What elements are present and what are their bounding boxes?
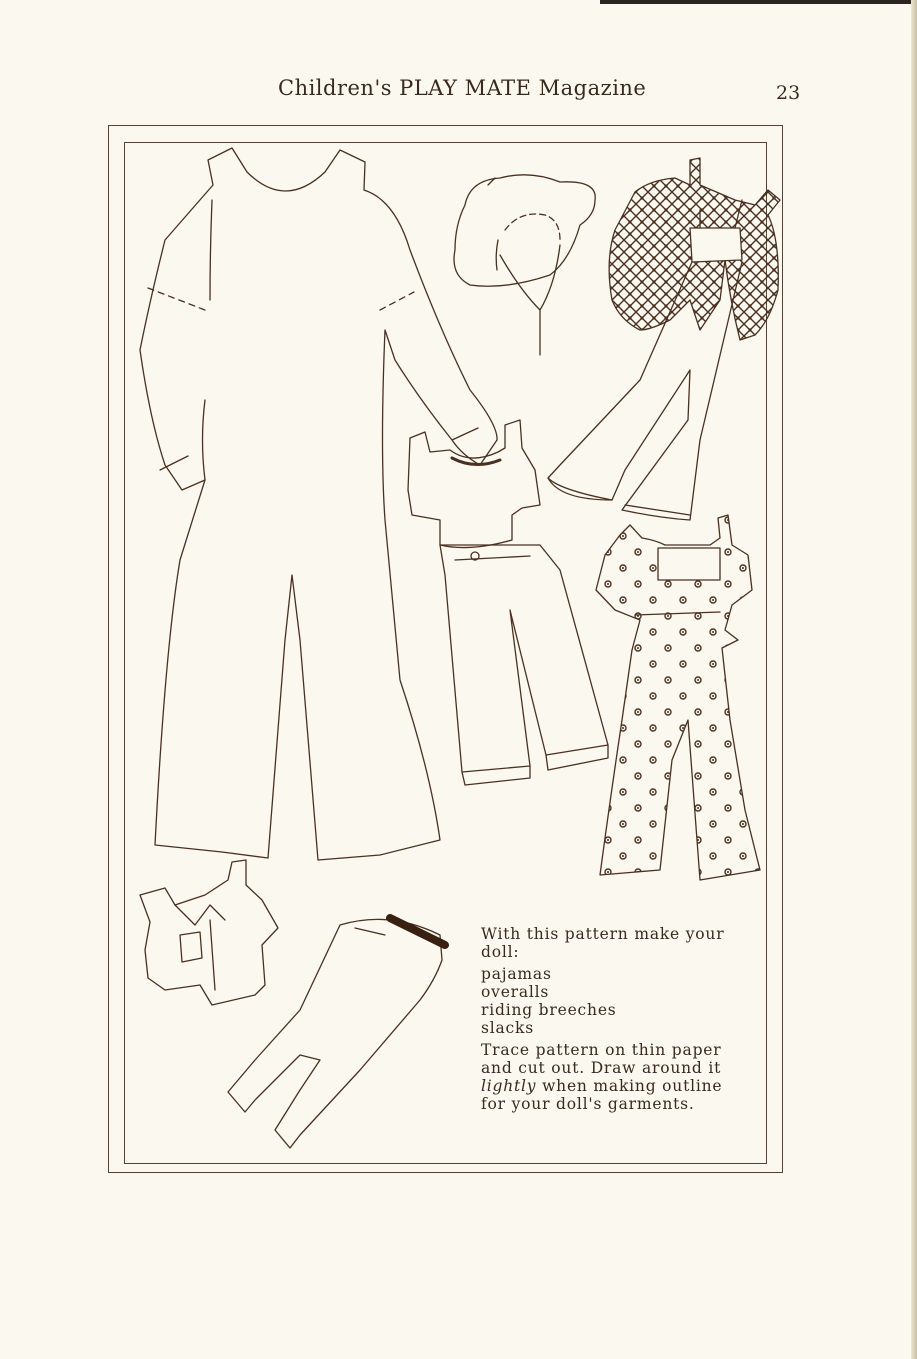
hat-icon bbox=[454, 175, 595, 355]
garment-item-pajamas: pajamas bbox=[481, 965, 552, 983]
garment-list bbox=[481, 965, 741, 1037]
pattern-instructions bbox=[481, 925, 741, 1113]
garment-item-slacks: slacks bbox=[481, 1019, 534, 1037]
instructions-emphasis: lightly bbox=[481, 1077, 537, 1095]
instructions-body-start: Trace pattern on thin paper and cut out. Draw around it bbox=[481, 1041, 722, 1077]
top-slacks-icon bbox=[408, 420, 608, 785]
breeches-icon bbox=[228, 918, 445, 1148]
print-pajamas-icon bbox=[596, 515, 760, 880]
page-number: 23 bbox=[776, 82, 801, 104]
garment-item-overalls: overalls bbox=[481, 983, 550, 1001]
blouse-trousers-icon bbox=[548, 158, 780, 520]
pajamas-jumpsuit-icon bbox=[140, 148, 497, 860]
shirt-icon bbox=[140, 860, 278, 1005]
instructions-body bbox=[481, 1041, 741, 1113]
magazine-title: Children's PLAY MATE Magazine bbox=[278, 76, 647, 100]
instructions-body-end: when making outline for your doll's garments. bbox=[481, 1077, 723, 1113]
instructions-intro: With this pattern make your doll: bbox=[481, 925, 725, 961]
garment-item-riding-breeches: riding breeches bbox=[481, 1001, 617, 1019]
